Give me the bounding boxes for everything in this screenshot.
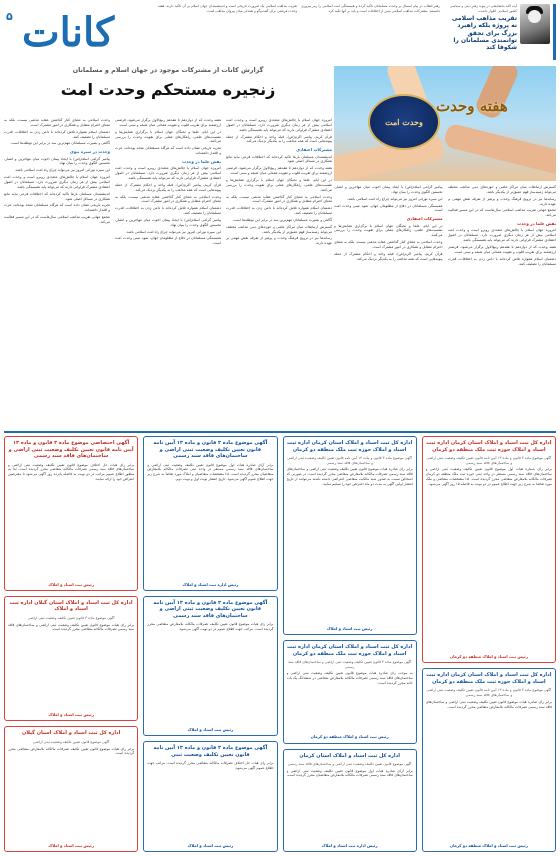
article-right-col-2: پیامبر گرامی اسلام(ص) با ایجاد پیمان اخوت میان مهاجرین و انصار، نخستین الگوی وحدت را بنیان نهاد. این سیره نورانی امروز نیز می‌تواند چراغ راه امت اسلامی باشد. همبستگی مسلمانان در دفاع از مظلومان جهان، نمود عینی وحدت امت است. مشترکات اعتقادی در این ایام، علما و نخبگان جهان اسلام با برگزاری همایش‌ها و نشست‌های علمی، راهکارهای عملی برای تقویت وحدت را بررسی می‌کنند. وحدت اسلامی به معنای کنار گذاشتن عقاید مذهبی نیست، بلکه به معنای احترام متقابل و همکاری در امور مشترک است. قرآن کریم، پیامبر اکرم(ص)، قبله واحد و احکام مشترک از جمله پیوندهایی است که همه مذاهب را به یکدیگر نزدیک می‌کند. — [334, 185, 443, 261]
article-kicker: گزارش کانات از مشترکات موجود در جهان اسلام و مسلمانان — [72, 66, 264, 74]
article-col-3: وحدت اسلامی به معنای کنار گذاشتن عقاید مذهبی نیست، بلکه به معنای احترام متقابل و همکاری در امور مشترک است. دشمنان اسلام همواره تلاش کرده‌اند با دامن زدن به اختلافات، قدرت مسلمانان را تضعیف کنند. آگاهی و بصیرت مسلمانان مهم‌ترین سد در برابر این توطئه‌ها است. وحدت در سیره نبوی پیامبر گرامی اسلام(ص) با ایجاد پیمان اخوت میان مهاجرین و انصار، نخستین الگوی وحدت را بنیان نهاد. این سیره نورانی امروز نیز می‌تواند چراغ راه امت اسلامی باشد. امروزه جهان اسلام با چالش‌های متعددی روبرو است و وحدت امت اسلامی بیش از هر زمان دیگری ضرورت دارد. مسلمانان در اصول اعتقادی مشترک فراوانی دارند که می‌تواند پایه همبستگی باشد. اندیشمندان مسلمان بارها تاکید کرده‌اند که اختلافات فرعی نباید مانع همکاری در مسائل اصلی شود. تجربه تاریخی نشان داده است که هرگاه مسلمانان متحد بوده‌اند، عزت و اقتدار داشته‌اند. مجمع جهانی تقریب مذاهب اسلامی سال‌هاست که در این مسیر فعالیت می‌کند. — [4, 118, 110, 224]
hero-image — [334, 66, 556, 181]
top-col-1: رهبر انقلاب در پیام امسال بر وحدت مسلمانان تاکید کرده و همبستگی امت اسلامی را رمز پیروزی دانستند. مشترکات مذاهب اسلامی بیش از اختلافات است و باید بر آنها تکیه کرد. — [301, 4, 440, 13]
subhead: نقش علما در وحدت — [517, 221, 556, 227]
top-col-2: تقریب مذاهب اسلامی یک ضرورت تاریخی است و اندیشمندان جهان اسلام بر آن تاکید دارند. هفته وحدت فرصتی برای گفت‌وگو و همدلی میان پیروان مذاهب است. — [158, 4, 297, 13]
lead-headline[interactable]: تقریب مذاهب اسلامی نه پروژه بلکه راهبرد بزرگ برای تحقق توانمندی مسلمانان را شکوفا کند — [451, 15, 517, 51]
notice-column — [143, 436, 277, 852]
notice-column — [4, 436, 138, 852]
notice-card[interactable]: آگهی موضوع ماده ۳ قانون و ماده ۱۳ آیین نامه قانون تعیین تکلیف وضعیت ثبتی اراضی و ساختمان‌های فاقد سند رسمی برابر آرای صادره هیات اول موضوع قانون تعیین تکلیف وضعیت ثبتی اراضی و ساختمان‌های فاقد سند رسمی مستقر در واحد ثبتی تصرفات مالکانه بلامعارض متقاضیان محرز گردیده است. لذا مشخصات متقاضیان و املاک مورد تقاضا به شرح زیر جهت اطلاع عموم آگهی می‌شود. تاریخ انتشار نوبت اول و نوبت دوم. رئیس اداره ثبت اسناد و املاک — [143, 436, 277, 591]
notice-card[interactable]: آگهی اختصاصی موضوع ماده ۳ قانون و ماده ۱۳ آیین نامه قانون تعیین تکلیف وضعیت ثبتی اراضی و ساختمان‌های فاقد سند رسمی برابر رای هیات حل اختلاف موضوع قانون تعیین تکلیف وضعیت ثبتی اراضی و ساختمان‌های فاقد سند رسمی تصرفات مالکانه متقاضی محرز گردیده است. لذا به منظور اطلاع عموم مراتب در دو نوبت به فاصله پانزده روز آگهی می‌شود تا معترضین اعتراض خود را ارائه نمایند. رئیس ثبت اسناد و املاک — [4, 436, 138, 591]
notice-card[interactable]: آگهی موضوع ماده ۳ قانون و ماده ۱۳ آیین نامه قانون تعیین تکلیف وضعیت ثبتی اراضی و ساختمان‌های فاقد سند رسمی برابر رای هیات موضوع قانون تعیین تکلیف تصرفات مالکانه بلامعارض متقاضی محرز گردیده است. مراتب جهت اطلاع عموم در دو نوبت آگهی می‌شود. رئیس ثبت اسناد و املاک — [143, 596, 277, 736]
notice-column — [283, 436, 417, 852]
article-right-col-1: گسترش ارتباطات میان مراکز علمی و حوزه‌های دینی مذاهب مختلف می‌تواند زمینه‌ساز فهم عمیق‌تر از یکدیگر باشد. رسانه‌ها نیز در ترویج فرهنگ وحدت و پرهیز از تفرقه نقش مهمی بر عهده دارند. مجمع جهانی تقریب مذاهب اسلامی سال‌هاست که در این مسیر فعالیت می‌کند. نقش علما در وحدت امروزه جهان اسلام با چالش‌های متعددی روبرو است و وحدت امت اسلامی بیش از هر زمان دیگری ضرورت دارد. مسلمانان در اصول اعتقادی مشترک فراوانی دارند که می‌تواند پایه همبستگی باشد. هفته وحدت که از دوازدهم تا هفدهم ربیع‌الاول برگزار می‌شود، فرصتی ارزشمند برای تقریب قلوب و تقویت همدلی میان شیعه و سنی است. دشمنان اسلام همواره تلاش کرده‌اند با دامن زدن به اختلافات، قدرت مسلمانان را تضعیف کنند. — [447, 185, 556, 266]
notice-card[interactable]: اداره کل ثبت اسناد و املاک استان گیلان اداره ثبت اسناد و املاک آگهی موضوع ماده ۳ قانون تعیین تکلیف وضعیت ثبتی اراضی برابر رای هیات موضوع قانون تعیین تکلیف وضعیت ثبتی اراضی و ساختمان‌های فاقد سند رسمی تصرفات مالکانه متقاضی محرز گردیده است. رئیس ثبت اسناد و املاک — [4, 596, 138, 722]
subhead: مشترکات اعتقادی — [406, 216, 443, 222]
section-divider — [4, 431, 556, 433]
lead-intro: آیت الله بخشایشی در پیوند رهبرِ دینی و سیاسی کشور اسلامی اظهار داشت. — [449, 4, 517, 13]
portrait-photo — [520, 4, 550, 44]
article-right-columns — [334, 185, 556, 430]
notice-card[interactable]: آگهی موضوع ماده ۳ قانون و ماده ۱۳ آیین نامه قانون تعیین تکلیف وضعیت ثبتی برابر رای هیات حل اختلاف تصرفات مالکانه متقاضی محرز گردیده است. مراتب جهت اطلاع عموم آگهی می‌شود. رئیس ثبت اسناد و املاک — [143, 741, 277, 852]
notice-card[interactable]: اداره کل ثبت اسناد و املاک استان کرمان اداره ثبت اسناد و املاک حوزه ثبت ملک منطقه دو کرمان آگهی موضوع ماده ۳ قانون و ماده ۱۳ آیین نامه قانون تعیین تکلیف وضعیت ثبتی اراضی و ساختمان‌های فاقد سند رسمی برابر رای شماره هیات اول موضوع قانون تعیین تکلیف وضعیت ثبتی اراضی و ساختمان‌های فاقد سند رسمی مستقر در واحد ثبتی حوزه ثبت ملک منطقه دو کرمان تصرفات مالکانه بلامعارض متقاضی محرز گردیده است. لذا مشخصات متقاضی و ملک مورد تقاضا به شرح زیر جهت اطلاع عموم در دو نوبت به فاصله ۱۵ روز آگهی می‌شود. رئیس ثبت اسناد و املاک منطقه دو کرمان — [422, 436, 556, 663]
hero-caption: هفته وحدت — [436, 97, 508, 115]
article-col-2: هفته وحدت که از دوازدهم تا هفدهم ربیع‌الاول برگزار می‌شود، فرصتی ارزشمند برای تقریب قلوب و تقویت همدلی میان شیعه و سنی است. در این ایام، علما و نخبگان جهان اسلام با برگزاری همایش‌ها و نشست‌های علمی، راهکارهای عملی برای تقویت وحدت را بررسی می‌کنند. تجربه تاریخی نشان داده است که هرگاه مسلمانان متحد بوده‌اند، عزت و اقتدار داشته‌اند. نقش علما در وحدت امروزه جهان اسلام با چالش‌های متعددی روبرو است و وحدت امت اسلامی بیش از هر زمان دیگری ضرورت دارد. مسلمانان در اصول اعتقادی مشترک فراوانی دارند که می‌تواند پایه همبستگی باشد. قرآن کریم، پیامبر اکرم(ص)، قبله واحد و احکام مشترک از جمله پیوندهایی است که همه مذاهب را به یکدیگر نزدیک می‌کند. وحدت اسلامی به معنای کنار گذاشتن عقاید مذهبی نیست، بلکه به معنای احترام متقابل و همکاری در امور مشترک است. دشمنان اسلام همواره تلاش کرده‌اند با دامن زدن به اختلافات، قدرت مسلمانان را تضعیف کنند. پیامبر گرامی اسلام(ص) با ایجاد پیمان اخوت میان مهاجرین و انصار، نخستین الگوی وحدت را بنیان نهاد. این سیره نورانی امروز نیز می‌تواند چراغ راه امت اسلامی باشد. همبستگی مسلمانان در دفاع از مظلومان جهان، نمود عینی وحدت امت است. — [115, 118, 221, 246]
notice-card[interactable]: اداره کل ثبت اسناد و املاک استان کرمان اداره ثبت اسناد و املاک حوزه ثبت ملک منطقه دو کرمان آگهی موضوع ماده ۳ قانون و ماده ۱۳ آیین نامه قانون تعیین تکلیف وضعیت ثبتی اراضی و ساختمان‌های فاقد سند رسمی برابر رای صادره هیات موضوع قانون تعیین تکلیف وضعیت ثبتی اراضی و ساختمان‌های فاقد سند رسمی تصرفات مالکانه بلامعارض متقاضی محرز گردیده است. در صورتی که اشخاص نسبت به صدور سند مالکیت متقاضی اعتراضی داشته باشند می‌توانند از تاریخ انتشار اولین آگهی به مدت دو ماه اعتراض خود را تسلیم نمایند. رئیس ثبت اسناد و املاک — [283, 436, 417, 635]
unity-emblem: وحدت امت — [368, 94, 440, 150]
notice-card[interactable]: اداره کل ثبت اسناد و املاک استان کرمان اداره ثبت اسناد و املاک حوزه ثبت ملک منطقه دو کرمان آگهی موضوع ماده ۳ قانون تعیین تکلیف وضعیت ثبتی اراضی و ساختمان‌های فاقد سند رسمی به موجب رای صادره هیات موضوع قانون تعیین تکلیف وضعیت ثبتی اراضی و ساختمان‌های فاقد سند رسمی تصرفات مالکانه بلامعارض متقاضی در ششدانگ یک باب خانه محرز گردیده است. رئیس ثبت اسناد و املاک منطقه دو کرمان — [283, 640, 417, 744]
notice-card[interactable]: اداره کل ثبت اسناد و املاک استان گیلان آگهی موضوع قانون تعیین تکلیف وضعیت ثبتی اراضی برابر رای هیات موضوع قانون تعیین تکلیف تصرفات مالکانه بلامعارض متقاضی محرز گردیده است. رئیس ثبت اسناد و املاک — [4, 726, 138, 852]
legal-notices — [4, 436, 556, 852]
brand — [4, 4, 154, 60]
top-text-columns — [158, 4, 440, 60]
article-body — [4, 118, 332, 430]
notice-card[interactable]: اداره کل ثبت اسناد و املاک استان کرمان آگهی موضوع قانون تعیین تکلیف وضعیت ثبتی اراضی و ساختمان‌های فاقد سند رسمی برابر آرای صادره هیات اول موضوع قانون تعیین تکلیف وضعیت ثبتی اراضی و ساختمان‌های فاقد سند رسمی تصرفات مالکانه بلامعارض متقاضیان محرز گردیده است. رئیس اداره ثبت اسناد و املاک — [283, 749, 417, 853]
subhead: وحدت در سیره نبوی — [70, 149, 110, 155]
subhead: مشترکات اعتقادی — [296, 147, 332, 153]
article-title-block — [4, 66, 332, 112]
subhead: نقش علما در وحدت — [182, 158, 221, 164]
lead-story[interactable] — [444, 4, 556, 60]
newspaper-logo: کانات — [22, 9, 115, 56]
page-number: ۵ — [6, 10, 13, 23]
article-col-1: امروزه جهان اسلام با چالش‌های متعددی روبرو است و وحدت امت اسلامی بیش از هر زمان دیگری ضرورت دارد. مسلمانان در اصول اعتقادی مشترک فراوانی دارند که می‌تواند پایه همبستگی باشد. قرآن کریم، پیامبر اکرم(ص)، قبله واحد و احکام مشترک از جمله پیوندهایی است که همه مذاهب را به یکدیگر نزدیک می‌کند. مشترکات اعتقادی اندیشمندان مسلمان بارها تاکید کرده‌اند که اختلافات فرعی نباید مانع همکاری در مسائل اصلی شود. هفته وحدت که از دوازدهم تا هفدهم ربیع‌الاول برگزار می‌شود، فرصتی ارزشمند برای تقریب قلوب و تقویت همدلی میان شیعه و سنی است. در این ایام، علما و نخبگان جهان اسلام با برگزاری همایش‌ها و نشست‌های علمی، راهکارهای عملی برای تقویت وحدت را بررسی می‌کنند. وحدت اسلامی به معنای کنار گذاشتن عقاید مذهبی نیست، بلکه به معنای احترام متقابل و همکاری در امور مشترک است. دشمنان اسلام همواره تلاش کرده‌اند با دامن زدن به اختلافات، قدرت مسلمانان را تضعیف کنند. آگاهی و بصیرت مسلمانان مهم‌ترین سد در برابر این توطئه‌ها است. گسترش ارتباطات میان مراکز علمی و حوزه‌های دینی مذاهب مختلف می‌تواند زمینه‌ساز فهم عمیق‌تر از یکدیگر باشد. رسانه‌ها نیز در ترویج فرهنگ وحدت و پرهیز از تفرقه نقش مهمی بر عهده دارند. — [226, 118, 332, 246]
notice-column — [422, 436, 556, 852]
notice-card[interactable]: اداره کل ثبت اسناد و املاک استان کرمان اداره ثبت اسناد و املاک حوزه ثبت ملک منطقه دو کرمان آگهی موضوع ماده ۳ قانون و ماده ۱۳ آیین نامه قانون تعیین تکلیف وضعیت ثبتی اراضی و ساختمان‌های فاقد سند رسمی برابر رای صادره هیات موضوع قانون تعیین تکلیف وضعیت ثبتی اراضی و ساختمان‌های فاقد سند رسمی تصرفات مالکانه بلامعارض متقاضی محرز گردیده است. رئیس ثبت اسناد و املاک منطقه دو کرمان — [422, 668, 556, 852]
masthead — [4, 4, 556, 60]
article-headline[interactable]: زنجیره مستحکم وحدت امت — [60, 79, 276, 99]
